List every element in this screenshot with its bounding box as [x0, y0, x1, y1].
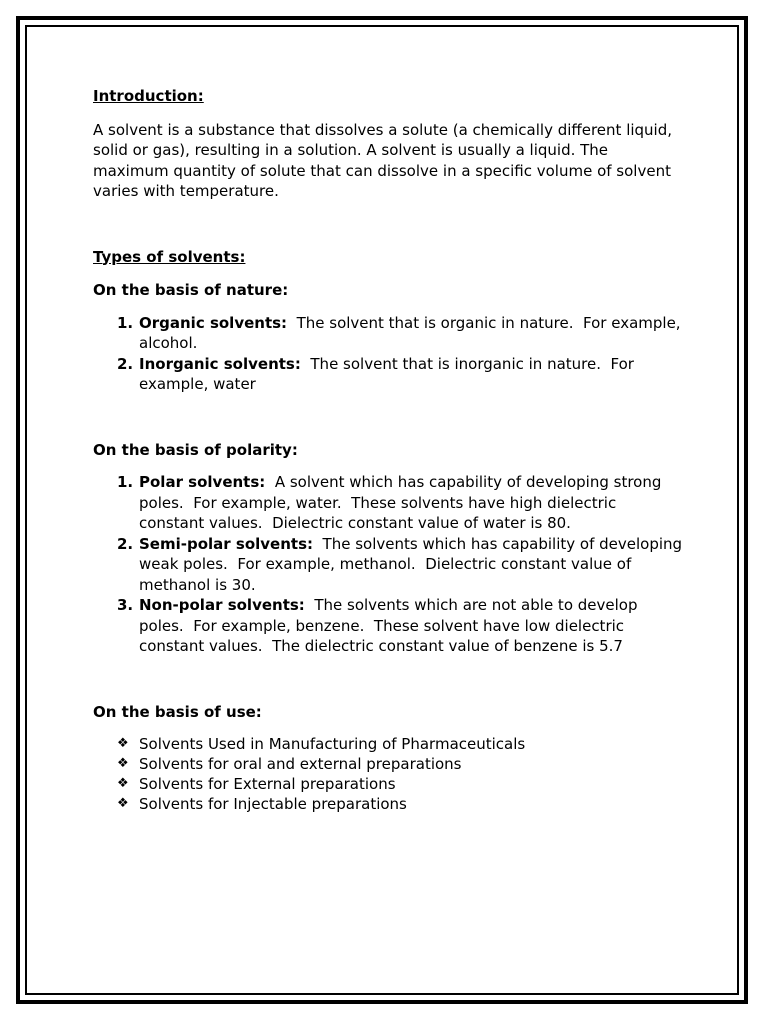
use-list	[93, 734, 683, 814]
nature-list	[93, 313, 686, 395]
list-text: The solvent that is inorganic in nature. For example, water	[139, 354, 639, 393]
polarity-heading: On the basis of polarity:	[93, 440, 298, 459]
list-item	[93, 774, 683, 794]
list-number: 2.	[117, 354, 134, 373]
list-term: Non-polar solvents:	[139, 596, 305, 614]
list-term: Polar solvents:	[139, 473, 266, 491]
list-item	[93, 354, 683, 395]
list-text: Solvents for oral and external preparations	[139, 755, 462, 773]
polarity-list	[93, 472, 687, 657]
list-item	[93, 734, 683, 754]
list-item	[93, 534, 687, 596]
diamond-bullet-icon: ❖	[117, 756, 129, 771]
intro-heading: Introduction:	[93, 87, 204, 105]
list-text: Solvents for Injectable preparations	[139, 795, 407, 813]
list-item	[93, 754, 683, 774]
list-item	[93, 313, 686, 354]
list-text: The solvent that is organic in nature. For example, alcohol.	[139, 313, 686, 352]
list-text: A solvent which has capability of developing strong poles. For example, water. These solvents have high dielectric constant values. Dielectric constant value of water is 80.	[139, 473, 667, 532]
types-heading: Types of solvents:	[93, 247, 246, 266]
list-text: Solvents Used in Manufacturing of Pharmaceuticals	[139, 735, 526, 753]
diamond-bullet-icon: ❖	[117, 796, 129, 811]
list-item	[93, 472, 683, 534]
use-heading: On the basis of use:	[93, 702, 262, 721]
diamond-bullet-icon: ❖	[117, 736, 129, 751]
list-text: Solvents for External preparations	[139, 775, 396, 793]
list-item	[93, 794, 683, 814]
list-term: Semi-polar solvents:	[139, 534, 314, 553]
list-term: Inorganic solvents:	[139, 354, 301, 373]
list-number: 1.	[117, 313, 134, 332]
list-text: The solvents which are not able to develop poles. For example, benzene. These solvent have low dielectric constant values. The dielectric constant value of benzene is 5.7	[139, 596, 643, 655]
list-item	[93, 595, 683, 657]
list-term: Organic solvents:	[139, 313, 288, 332]
list-number: 1.	[117, 473, 134, 491]
list-number: 3.	[117, 596, 134, 614]
document-body	[93, 86, 687, 814]
list-number: 2.	[117, 534, 134, 553]
list-text: The solvents which has capability of developing weak poles. For example, methanol. Dielectric constant value of methanol is 30.	[139, 534, 687, 594]
nature-heading: On the basis of nature:	[93, 281, 289, 299]
intro-paragraph: A solvent is a substance that dissolves a solute (a chemically different liquid, solid or gas), resulting in a solution. A solvent is usually a liquid. The maximum quantity of solute that can dissolve in a specific volume of solvent varies with temperature.	[93, 120, 673, 200]
diamond-bullet-icon: ❖	[117, 776, 129, 791]
